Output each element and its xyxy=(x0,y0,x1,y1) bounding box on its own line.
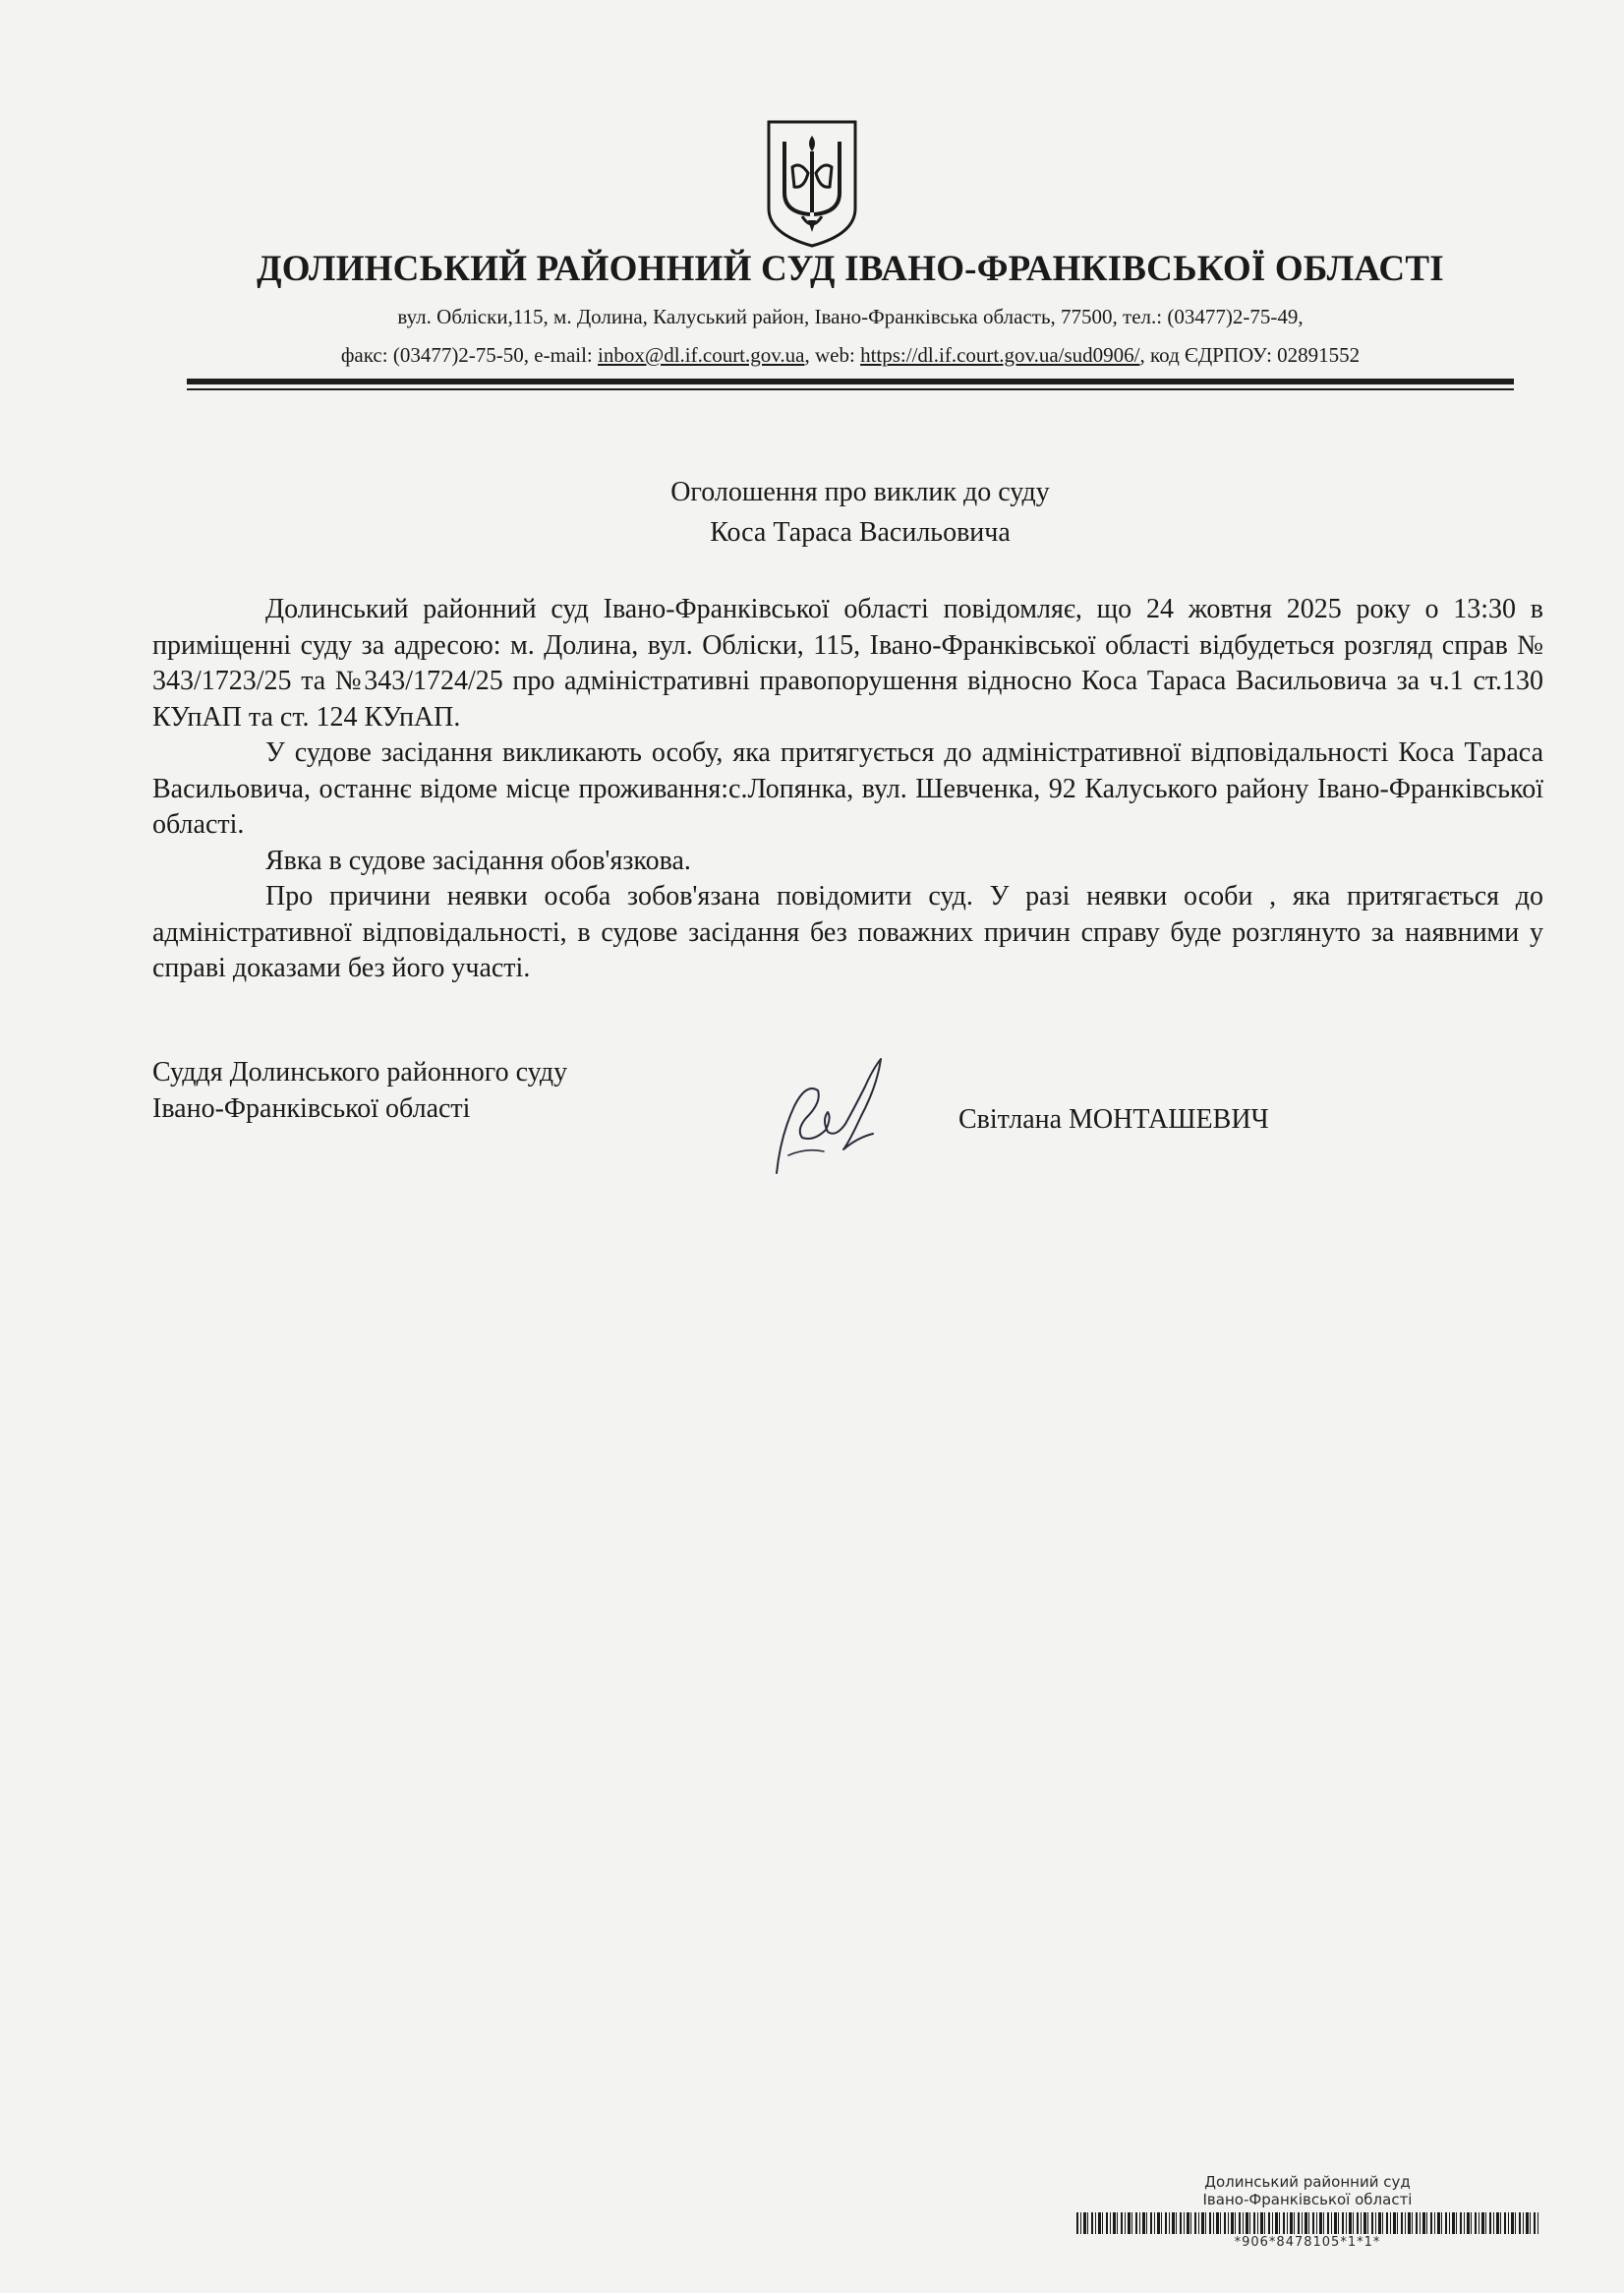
court-address: вул. Обліски,115, м. Долина, Калуський район, Івано-Франківська область, 77500, тел.: (03477)2-75-49, xyxy=(397,305,1304,328)
website-link[interactable]: https://dl.if.court.gov.ua/sud0906/ xyxy=(860,343,1140,367)
handwritten-signature xyxy=(767,1047,924,1185)
web-label: , web: xyxy=(804,343,861,367)
ukraine-trident-icon xyxy=(765,118,859,250)
court-name: ДОЛИНСЬКИЙ РАЙОННИЙ СУД ІВАНО-ФРАНКІВСЬКОЇ ОБЛАСТІ xyxy=(257,249,1444,289)
header-divider-thin xyxy=(187,388,1514,390)
stamp-line1: Долинський районний суд xyxy=(1204,2173,1411,2191)
paragraph-summons: У судове засідання викликають особу, яка притягується до адміністративної відповідальності Коса Тараса Васильовича, останнє відоме місце проживання:с.Лопянка, вул. Шевченка, 92 Калуського району Івано-Франківської області. xyxy=(152,737,1543,840)
email-link[interactable]: inbox@dl.if.court.gov.ua xyxy=(598,343,805,367)
edrpou-code: , код ЄДРПОУ: 02891552 xyxy=(1139,343,1361,367)
barcode xyxy=(1076,2212,1538,2234)
paragraph-hearing: Долинський районний суд Івано-Франківської області повідомляє, що 24 жовтня 2025 року о 13:30 в приміщенні суду за адресою: м. Долина, вул. Обліски, 115, Івано-Франківської області відбудеться розгляд справ № 343/1723/25 та №343/1724/25 про адміністративні правопорушення відносно Коса Тараса Васильовича за ч.1 ст.130 КУпАП та ст. 124 КУпАП. xyxy=(152,594,1543,733)
registration-stamp xyxy=(1072,2173,1543,2250)
paragraph-absence: Про причини неявки особа зобов'язана повідомити суд. У разі неявки особи , яка притягається до адміністративної відповідальності, в судове засідання без поважних причин справу буде розглянуто за наявними у справі доказами без його участі. xyxy=(152,881,1543,983)
announcement-body xyxy=(152,592,1543,987)
paragraph-attendance: Явка в судове засідання обов'язкова. xyxy=(265,845,691,876)
stamp-line2: Івано-Франківської області xyxy=(1202,2191,1413,2208)
fax-label: факс: (03477)2-75-50, e-mail: xyxy=(340,343,599,367)
court-contacts xyxy=(147,343,1553,368)
judge-position-line2: Івано-Франківської області xyxy=(152,1092,471,1124)
announcement-subject: Коса Тараса Васильовича xyxy=(710,517,1011,548)
judge-position-line1: Суддя Долинського районного суду xyxy=(152,1057,568,1088)
judge-position xyxy=(152,1055,742,1127)
barcode-number: *906*8478105*1*1* xyxy=(1234,2235,1381,2250)
announcement-title: Оголошення про виклик до суду xyxy=(670,477,1050,507)
judge-name: Світлана МОНТАШЕВИЧ xyxy=(958,1104,1269,1135)
header-divider-thick xyxy=(187,379,1514,384)
